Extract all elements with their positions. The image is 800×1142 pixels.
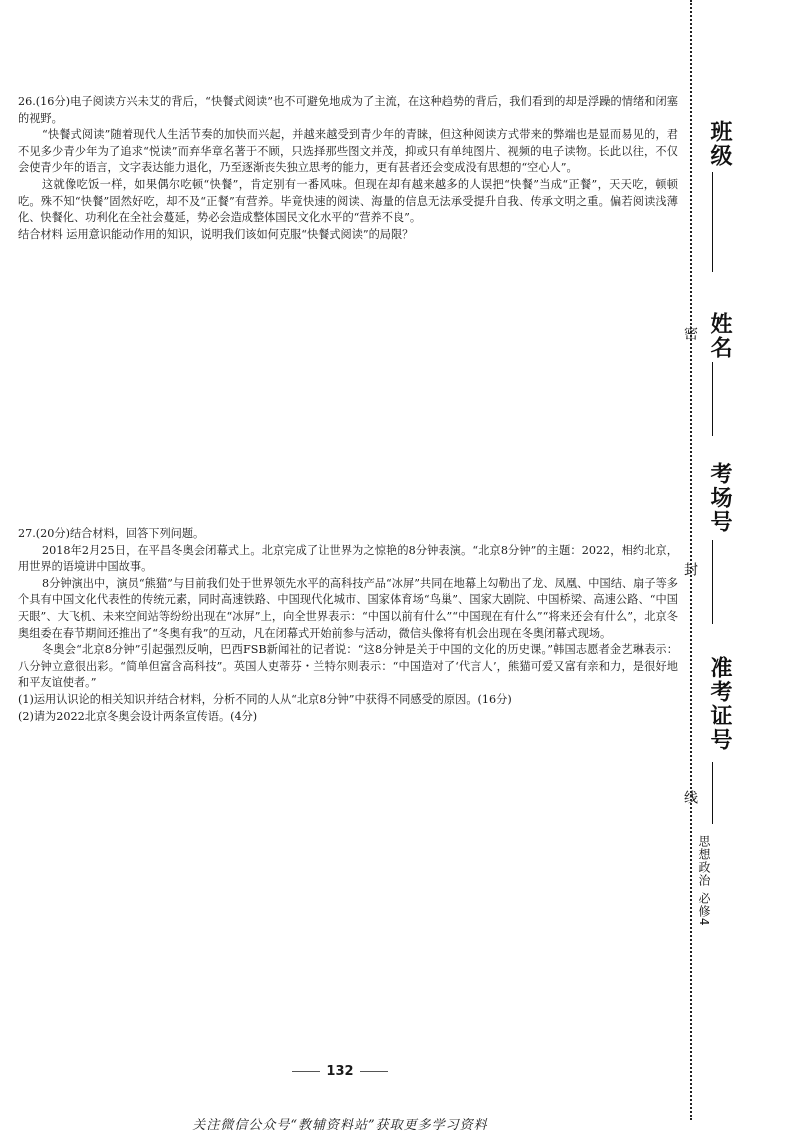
question-26-material-2: 这就像吃饭一样，如果偶尔吃顿“快餐”，肯定别有一番风味。但现在却有越来越多的人误把“快餐”当成“正餐”，天天吃，顿顿吃。殊不知“快餐”固然好吃，却不及“正餐”有营养。毕竟快速的阅读、海量的信息无法承受提升自我、传承文明之重。偏若阅读浅薄化、快餐化、功利化在全社会蔓延，势必会造成整体国民文化水平的“营养不良”。 bbox=[18, 177, 678, 225]
question-27-material-3: 冬奥会“北京8分钟”引起强烈反响，巴西FSB新闻社的记者说：“这8分钟是关于中国的文化的历史课。”韩国志愿者金艺琳表示：八分钟立意很出彩。“简单但富含高科技”。英国人吏蒂芬・兰特尔则表示：“中国造对了‘代言人’，熊猫可爱又富有亲和力，是很好地和平友谊使者。” bbox=[18, 643, 678, 690]
subject-label: 思想政治 必修4 bbox=[697, 835, 711, 927]
question-27 bbox=[18, 526, 678, 725]
seal-char-xian: 线 bbox=[682, 790, 698, 804]
exam-room-label: 考场号 bbox=[707, 462, 732, 534]
question-26-material-1: “快餐式阅读”随着现代人生活节奏的加快而兴起，并越来越受到青少年的青睐，但这种阅读方式带来的弊端也是显而易见的，君不见多少青少年为了追求“悦读”而弃华章名著于不顾，只选择那些图文并茂，抑或只有单纯图片、视频的电子读物。长此以往，不仅会使青少年的语言，文字表达能力退化，乃至逐渐丧失独立思考的能力，更有甚者还会变成没有思想的“空心人”。 bbox=[18, 128, 678, 175]
class-label: 班级 bbox=[707, 120, 732, 168]
seal-char-feng: 封 bbox=[682, 562, 698, 576]
question-26 bbox=[18, 94, 678, 243]
question-27-sub-2: (2)请为2022北京冬奥会设计两条宣传语。(4分) bbox=[18, 709, 258, 723]
seal-char-mi: 密 bbox=[682, 326, 698, 340]
question-27-head: 27.(20分)结合材料，回答下列问题。 bbox=[18, 527, 205, 540]
ticket-number-label: 准考证号 bbox=[707, 656, 732, 752]
name-blank-line bbox=[712, 362, 713, 436]
question-27-sub-1: (1)运用认识论的相关知识并结合材料，分析不同的人从“北京8分钟”中获得不同感受的原因。(16分) bbox=[18, 692, 512, 706]
exam-room-blank-line bbox=[712, 540, 713, 624]
page-number bbox=[0, 1064, 680, 1079]
footer-note: 关注微信公众号“教辅资料站”获取更多学习资料 bbox=[192, 1118, 488, 1133]
ticket-number-blank-line bbox=[712, 762, 713, 824]
page-number-value: 132 bbox=[326, 1064, 354, 1079]
name-label: 姓名 bbox=[707, 312, 732, 360]
question-26-head: 26.(16分)电子阅读方兴未艾的背后，“快餐式阅读”也不可避免地成为了主流，在这种趋势的背后，我们看到的却是浮躁的情绪和闭塞的视野。 bbox=[18, 95, 678, 125]
question-27-material-1: 2018年2月25日，在平昌冬奥会闭幕式上。北京完成了让世界为之惊艳的8分钟表演。“北京8分钟”的主题：2022，相约北京，用世界的语境讲中国故事。 bbox=[18, 543, 678, 574]
question-27-material-2: 8分钟演出中，演员“熊猫”与目前我们处于世界领先水平的高科技产品“冰屏”共同在地幕上勾勒出了龙、凤凰、中国结、扇子等多个具有中国文化代表性的传统元素，同时高速铁路、中国现代化城市、国家体育场“鸟巢”、国家大剧院、中国桥梁、高速公路、“中国天眼”、大飞机、未来空间站等纷纷出现在“冰屏”上，向全世界表示：“中国以前有什么”“中国现在有什么”“将来还会有什么”，北京冬奥组委在春节期间还推出了“冬奥有我”的互动，凡在闭幕式开始前参与活动，微信头像将有机会出现在冬奥闭幕式现场。 bbox=[18, 576, 678, 640]
binding-dotted-line bbox=[690, 0, 692, 1120]
question-26-prompt: 结合材料 运用意识能动作用的知识，说明我们该如何克服“快餐式阅读”的局限？ bbox=[18, 227, 414, 241]
class-blank-line bbox=[712, 172, 713, 272]
page-number-dash-right bbox=[360, 1071, 388, 1072]
page-number-dash-left bbox=[292, 1071, 320, 1072]
